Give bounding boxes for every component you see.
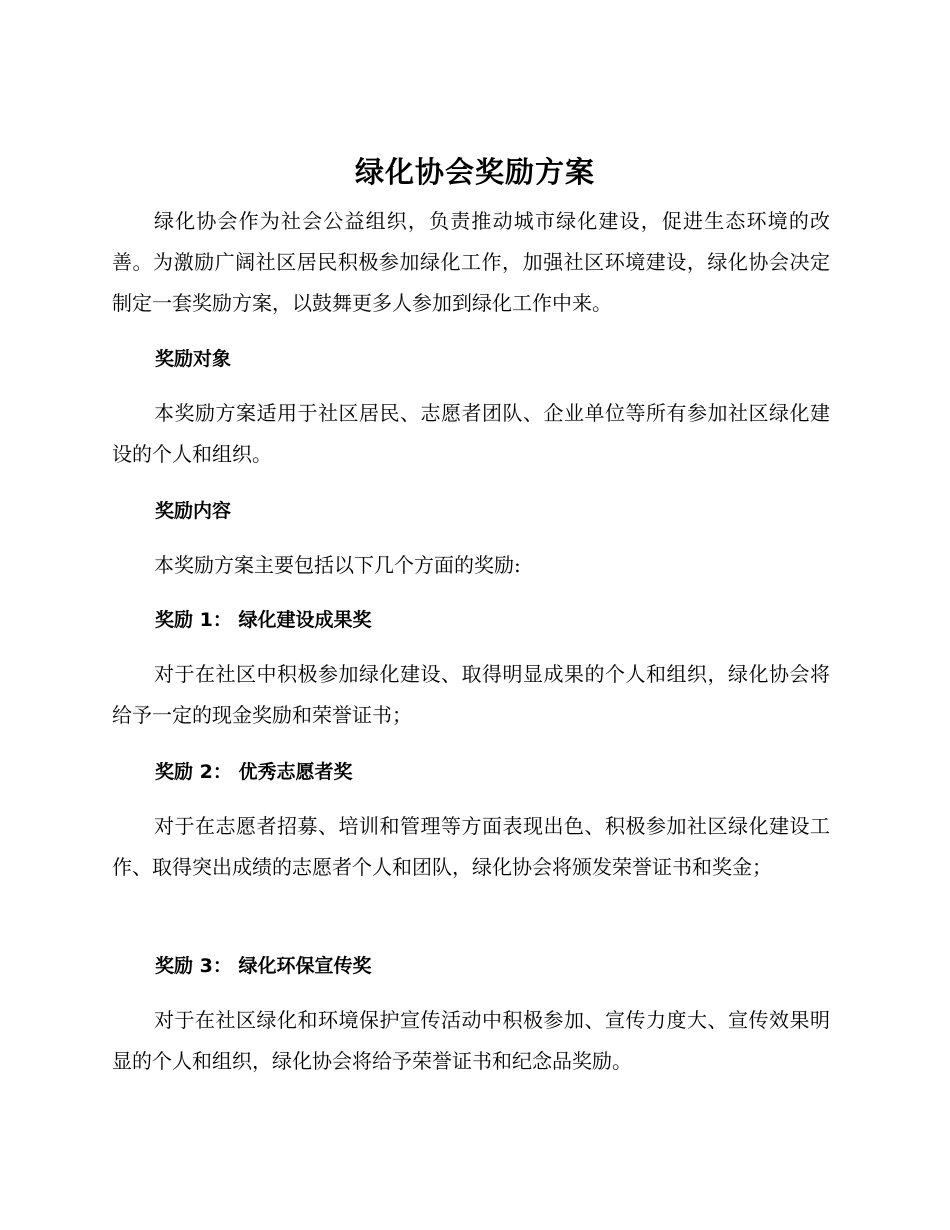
intro-paragraph: 绿化协会作为社会公益组织，负责推动城市绿化建设，促进生态环境的改善。为激励广阔社区居民积极参加绿化工作，加强社区环境建设，绿化协会决定制定一套奖励方案，以鼓舞更多人参加到绿化工作中来。 xyxy=(112,209,830,315)
award-heading-2: 奖励 2： 优秀志愿者奖 xyxy=(155,761,353,783)
award-heading-3: 奖励 3： 绿化环保宣传奖 xyxy=(155,955,372,977)
award-text-1: 对于在社区中积极参加绿化建设、取得明显成果的个人和组织，绿化协会将给予一定的现金奖励和荣誉证书； xyxy=(112,662,830,727)
section-text-target: 本奖励方案适用于社区居民、志愿者团队、企业单位等所有参加社区绿化建设的个人和组织。 xyxy=(112,401,830,466)
award-heading-1: 奖励 1： 绿化建设成果奖 xyxy=(155,609,372,631)
document-title: 绿化协会奖励方案 xyxy=(354,155,595,189)
section-heading-content: 奖励内容 xyxy=(155,500,232,522)
section-text-content: 本奖励方案主要包括以下几个方面的奖励: xyxy=(154,553,521,577)
award-text-3: 对于在社区绿化和环境保护宣传活动中积极参加、宣传力度大、宣传效果明显的个人和组织，绿化协会将给予荣誉证书和纪念品奖励。 xyxy=(112,1008,830,1073)
award-text-2: 对于在志愿者招募、培训和管理等方面表现出色、积极参加社区绿化建设工作、取得突出成绩的志愿者个人和团队，绿化协会将颁发荣誉证书和奖金； xyxy=(112,814,830,879)
section-heading-target: 奖励对象 xyxy=(155,348,232,370)
